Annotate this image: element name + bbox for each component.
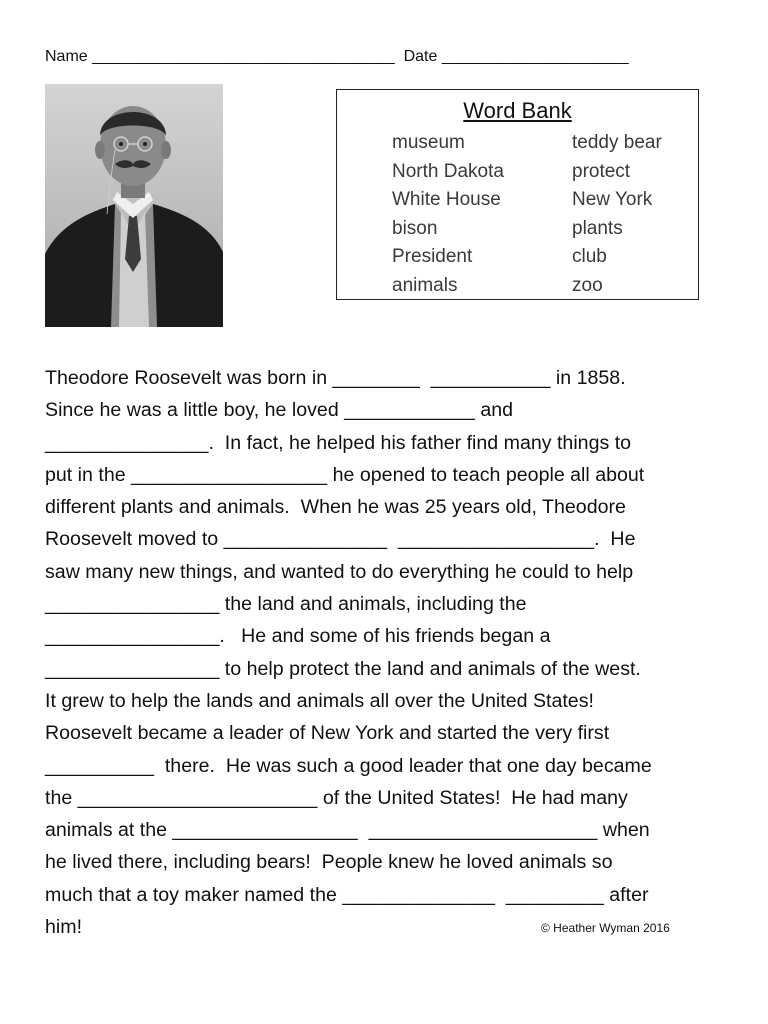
passage-line: put in the __________________ he opened to teach people all about <box>45 463 645 486</box>
passage-line: ________________. He and some of his friends began a <box>45 625 551 648</box>
passage-line: ________________ to help protect the land and animals of the west. <box>45 657 641 680</box>
word-bank-box <box>336 89 699 300</box>
passage-line: Roosevelt moved to _______________ __________________. He <box>45 528 636 551</box>
passage-line: __________ there. He was such a good leader that one day became <box>45 754 652 777</box>
passage-line: It grew to help the lands and animals all over the United States! <box>45 689 594 712</box>
word-bank-item: museum <box>392 132 465 153</box>
word-bank-left-column <box>392 129 504 300</box>
word-bank-item: zoo <box>572 274 603 296</box>
passage-line: animals at the _________________ _____________________ when <box>45 819 650 842</box>
date-label: Date <box>403 48 438 65</box>
passage-line: him! <box>45 916 83 939</box>
word-bank-item: North Dakota <box>392 160 504 182</box>
word-bank-item: bison <box>392 217 438 239</box>
name-blank[interactable]: __________________________________ <box>92 48 395 65</box>
word-bank-item: club <box>572 246 607 267</box>
name-date-line <box>45 48 629 66</box>
word-bank-item: President <box>392 246 473 267</box>
date-blank[interactable]: _____________________ <box>441 48 629 65</box>
name-label: Name <box>45 48 88 65</box>
word-bank-item: plants <box>572 217 623 239</box>
passage-line: Roosevelt became a leader of New York and started the very first <box>45 722 610 745</box>
fill-in-passage <box>45 362 745 943</box>
word-bank-title: Word Bank <box>463 98 572 123</box>
portrait-photo <box>45 84 223 327</box>
word-bank-right-column <box>572 129 662 300</box>
passage-line: Theodore Roosevelt was born in ________ ___________ in 1858. <box>45 367 626 389</box>
copyright-notice: © Heather Wyman 2016 <box>541 921 670 935</box>
passage-line: different plants and animals. When he was 25 years old, Theodore <box>45 496 626 519</box>
word-bank-item: protect <box>572 160 631 182</box>
passage-line: ________________ the land and animals, including the <box>45 593 527 616</box>
word-bank-item: animals <box>392 274 458 296</box>
portrait-illustration <box>45 84 223 327</box>
passage-line: he lived there, including bears! People knew he loved animals so <box>45 851 613 874</box>
passage-line: saw many new things, and wanted to do everything he could to help <box>45 560 634 583</box>
passage-line: Since he was a little boy, he loved ____________ and <box>45 399 514 422</box>
word-bank-item: teddy bear <box>572 132 662 153</box>
passage-line: _______________. In fact, he helped his father find many things to <box>45 431 632 454</box>
word-bank-item: New York <box>572 189 653 210</box>
passage-line: much that a toy maker named the ______________ _________ after <box>45 883 649 906</box>
word-bank-item: White House <box>392 189 501 210</box>
passage-line: the ______________________ of the United States! He had many <box>45 786 628 809</box>
